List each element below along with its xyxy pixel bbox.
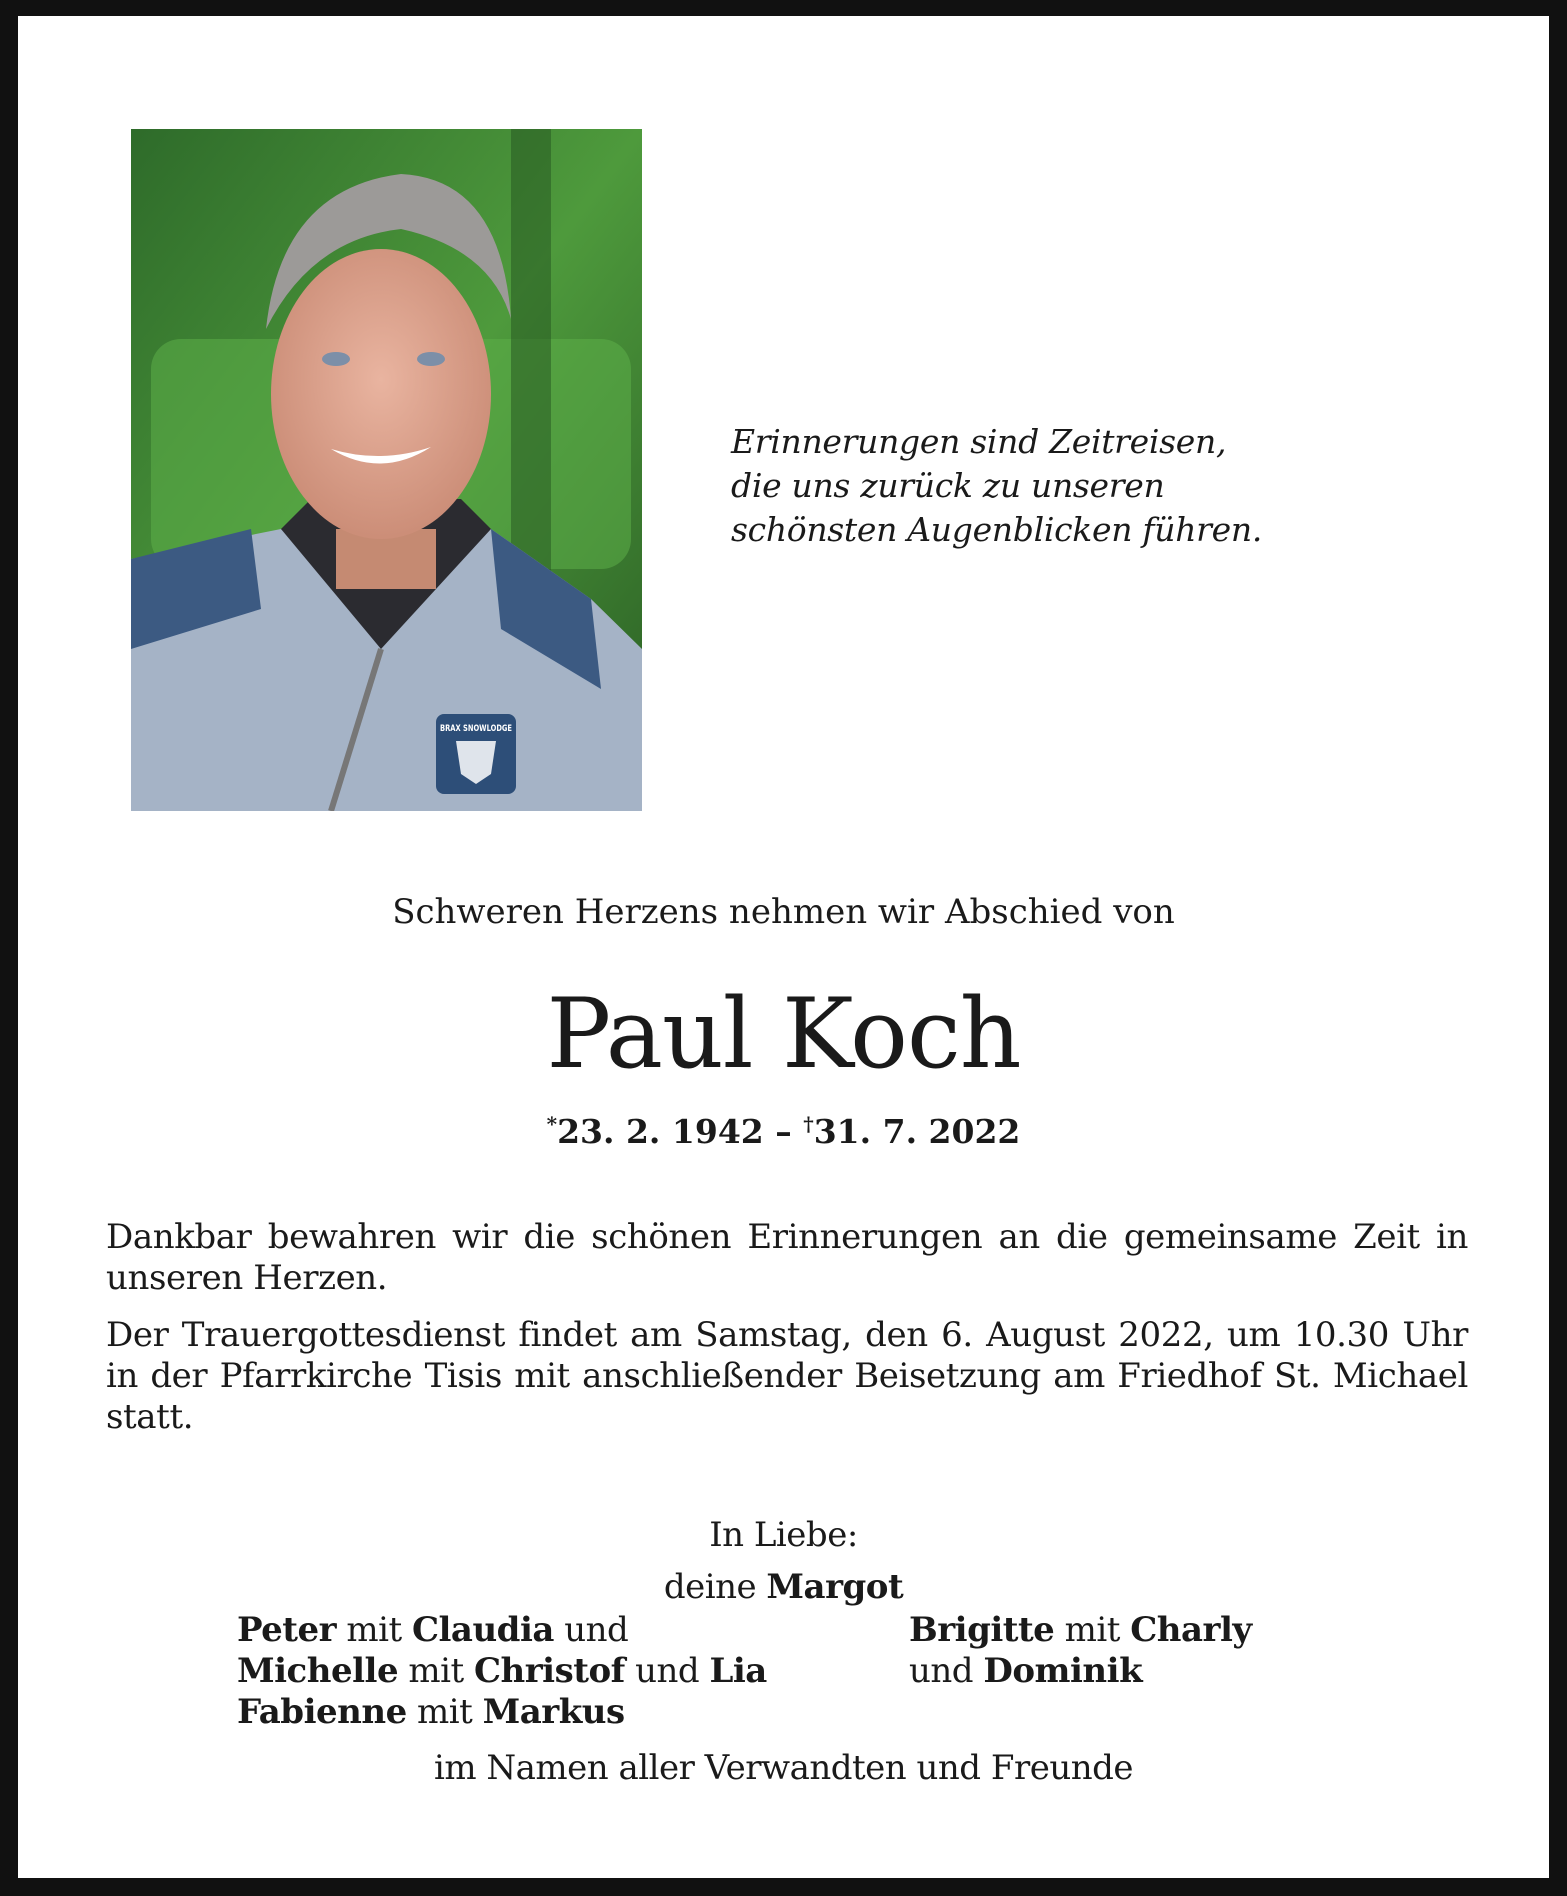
quote-line: Erinnerungen sind Zeitreisen, <box>731 422 1227 461</box>
name: Michelle <box>237 1651 399 1691</box>
name: Charly <box>1130 1610 1252 1650</box>
quote-line: schönsten Augenblicken führen. <box>731 510 1263 549</box>
name: Margot <box>766 1567 904 1607</box>
name: Brigitte <box>909 1610 1055 1650</box>
paragraph-gratitude: Dankbar bewahren wir die schönen Erinnerungen an die gemeinsame Zeit in unseren Herzen. <box>106 1217 1468 1298</box>
name: Peter <box>237 1610 337 1650</box>
death-symbol: † <box>803 1112 814 1136</box>
signature-line <box>909 1610 1252 1651</box>
quote-line: die uns zurück zu unseren <box>731 466 1165 505</box>
signature-right-column <box>909 1610 1252 1692</box>
signature-line <box>909 1651 1252 1692</box>
signature-left-column <box>237 1610 767 1733</box>
signature-line <box>237 1651 767 1692</box>
signature-margot <box>0 1567 1567 1608</box>
memorial-quote <box>731 420 1262 552</box>
portrait-photo <box>131 129 642 811</box>
date-separator: – <box>763 1112 804 1151</box>
jacket-badge <box>436 714 516 794</box>
name: Markus <box>482 1692 625 1732</box>
life-dates <box>0 1112 1567 1151</box>
word: mit <box>408 1651 464 1691</box>
badge-text: BRAX SNOWLODGE <box>440 724 512 734</box>
word: und <box>909 1651 974 1691</box>
deceased-name: Paul Koch <box>546 978 1021 1090</box>
signature-footer: im Namen aller Verwandten und Freunde <box>433 1748 1134 1788</box>
in-liebe: In Liebe: <box>709 1515 858 1555</box>
signature-line <box>237 1610 767 1651</box>
signature-line <box>237 1692 767 1733</box>
name: Claudia <box>411 1610 554 1650</box>
word: deine <box>663 1567 757 1607</box>
paragraph-service: Der Trauergottesdienst findet am Samstag, den 6. August 2022, um 10.30 Uhr in der Pfarrkirche Tisis mit anschließender Beisetzung am Friedhof St. Michael statt. <box>106 1315 1468 1437</box>
name: Fabienne <box>237 1692 407 1732</box>
intro-text: Schweren Herzens nehmen wir Abschied von <box>392 892 1175 932</box>
birth-symbol: * <box>546 1112 558 1136</box>
name: Christof <box>473 1651 625 1691</box>
name: Lia <box>709 1651 767 1691</box>
word: mit <box>1064 1610 1120 1650</box>
name: Dominik <box>983 1651 1143 1691</box>
birth-date: 23. 2. 1942 <box>557 1112 764 1151</box>
death-date: 31. 7. 2022 <box>813 1112 1021 1151</box>
word: mit <box>417 1692 473 1732</box>
word: und <box>564 1610 629 1650</box>
word: und <box>635 1651 700 1691</box>
word: mit <box>346 1610 402 1650</box>
